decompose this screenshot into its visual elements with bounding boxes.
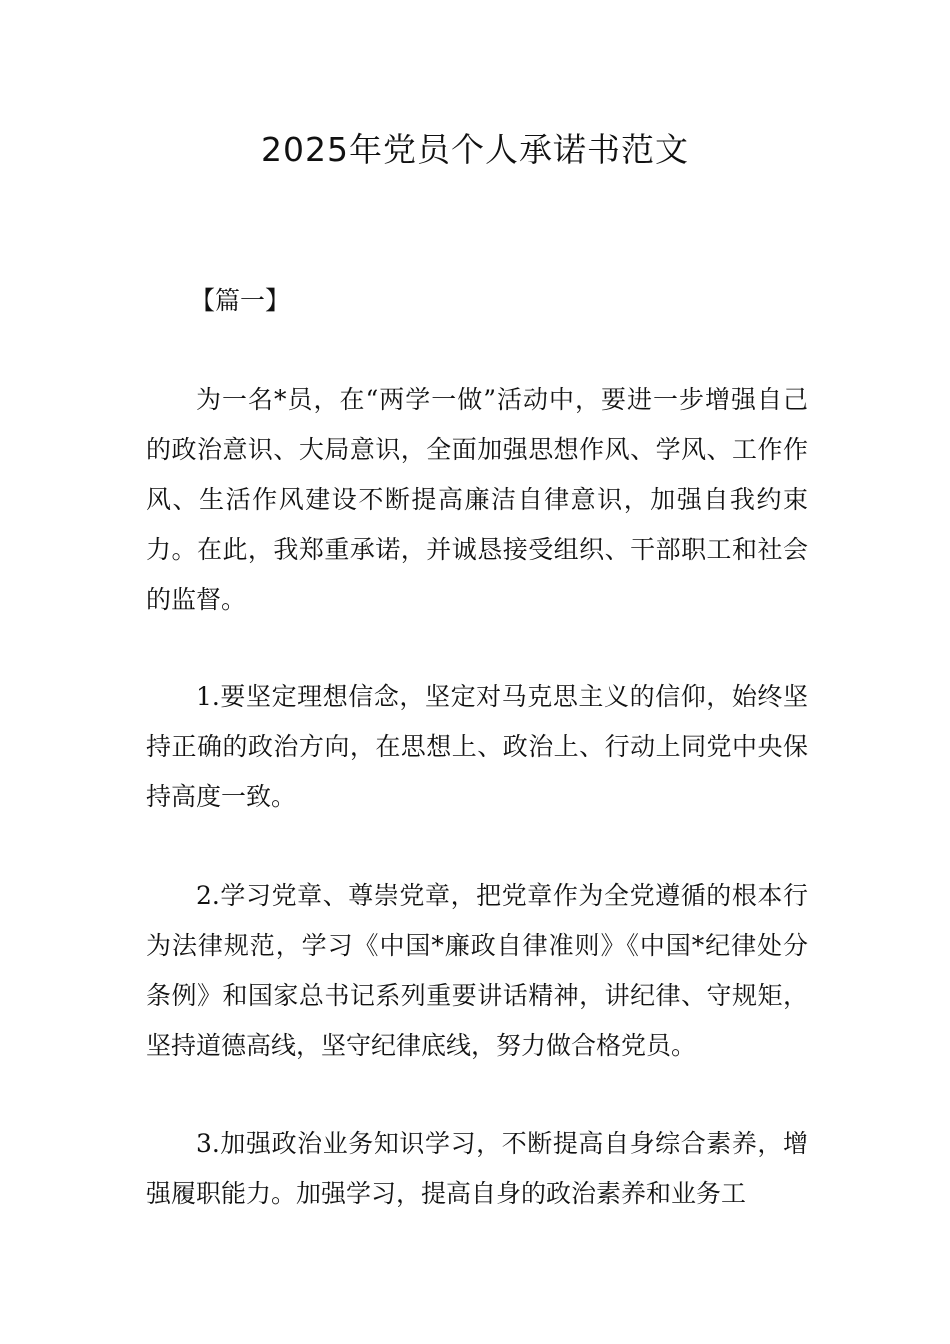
paragraph-item-2: 2.学习党章、尊崇党章，把党章作为全党遵循的根本行为法律规范，学习《中国*廉政自律准则》《中国*纪律处分条例》和国家总书记系列重要讲话精神，讲纪律、守规矩，坚持道德高线，坚守纪律底线，努力做合格党员。 (146, 881, 808, 1060)
section-heading: 【篇一】 (190, 286, 291, 315)
document-title: 2025年党员个人承诺书范文 (261, 130, 689, 169)
paragraph-item-3: 3.加强政治业务知识学习，不断提高自身综合素养，增强履职能力。加强学习，提高自身的政治素养和业务工 (146, 1129, 808, 1208)
paragraph-intro: 为一名*员，在“两学一做”活动中，要进一步增强自己的政治意识、大局意识，全面加强思想作风、学风、工作作风、生活作风建设不断提高廉洁自律意识，加强自我约束力。在此，我郑重承诺，并诚恳接受组织、干部职工和社会的监督。 (146, 385, 808, 614)
paragraph-item-1: 1.要坚定理想信念，坚定对马克思主义的信仰，始终坚持正确的政治方向，在思想上、政治上、行动上同党中央保持高度一致。 (146, 682, 808, 811)
